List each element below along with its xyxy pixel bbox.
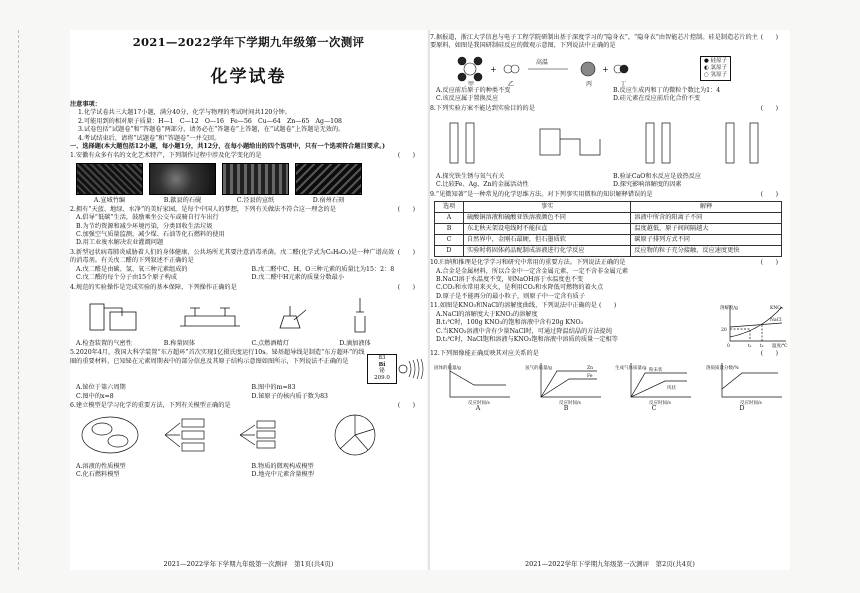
label-jia: 甲	[468, 80, 475, 87]
matter-structure-icon	[165, 423, 180, 447]
option-a: A	[475, 404, 481, 412]
option-d: D.宿州石刻	[312, 196, 345, 204]
note-item: 3.试卷包括“试题卷”和“答题卷”两部分，请务必在“答题卷”上答题，在“试题卷”上答题是无效的。	[78, 126, 345, 134]
legend-chlorine: 氯原子	[710, 65, 728, 72]
option-c: C	[651, 404, 657, 412]
option-c: C.化石燃料模型	[76, 470, 120, 478]
legend-silicon: 硅原子	[710, 58, 728, 65]
question-stem: 6.建立模型是学习化学的重要方法，下列有关模型正确的是	[70, 402, 231, 410]
label-ding: 丁	[620, 80, 627, 87]
notes-list	[70, 109, 427, 143]
atomic-mass: 209.0	[374, 374, 390, 381]
atom-structure-icon	[397, 358, 427, 380]
option-a: A.铋位于第六周期	[76, 384, 126, 392]
atom-legend: ● 硅原子 ◐ 氯原子 ○ 氢原子	[700, 56, 731, 81]
option-d: D.滴加液体	[339, 339, 371, 347]
col-option: 选项	[435, 202, 464, 213]
question-9	[430, 191, 790, 199]
q11-options	[430, 311, 720, 345]
question-stem: 5.2020年4月，我国大科学装置“东方超环”首次实现1亿摄氏度运行10s。铋基超导线是制造“东方超环”的线圈的重要材料，已知铋在元素周期表中的部分信息及其原子结构示意图如图所示，下列说法不正确的是	[70, 349, 365, 365]
option-a: A.合金是金属材料，所以合金中一定含金属元素，一定不含非金属元素	[436, 267, 629, 275]
nacl-curve	[730, 323, 782, 327]
answer-paren: ( )	[397, 402, 415, 410]
x-axis-label: 温度/℃	[772, 344, 788, 350]
dropper-icon	[355, 298, 365, 332]
option-d: D.硅元素在反应前后化合价不变	[613, 95, 701, 103]
q6-options	[70, 463, 427, 480]
label-yi: 乙	[508, 80, 515, 87]
table-row	[435, 246, 782, 257]
series-powder: 粉末状	[649, 367, 663, 373]
x-axis-label: 反应时间/s	[558, 400, 581, 405]
x-axis-label: 反应时间/s	[468, 400, 490, 405]
answer-paren: ( )	[760, 259, 778, 267]
table-row	[435, 224, 782, 235]
solubility-tube-icon	[726, 123, 734, 163]
question-12	[430, 350, 790, 358]
x-axis-label: 反应时间/s	[649, 400, 672, 405]
option-d: D	[739, 404, 745, 412]
question-10	[430, 259, 790, 267]
bamboo-weaving-photo	[76, 163, 143, 195]
x-tick-t1: t₁	[748, 344, 752, 350]
question-stem: 3.新型冠状病毒肺炎威胁着人们的身体健康，公共场所尤其要注意消毒杀菌。戊二醛(化学式为C₅H₈O₂)是一种广谱高效的消毒剂。有关戊二醛的下列叙述不正确的是	[70, 248, 395, 265]
question-6	[70, 402, 427, 410]
table-row	[435, 235, 782, 246]
col-explanation: 解释	[631, 202, 782, 213]
y-axis-label: 溶质质量分数/%	[705, 365, 739, 371]
table-row	[435, 213, 782, 224]
question-stem: 10.归纳和推理是化学学习和研究中常用的重要方法。下列说法正确的是	[430, 259, 626, 267]
graph-b	[525, 359, 605, 405]
notes-heading: 注意事项：	[70, 101, 101, 108]
q8-options	[430, 173, 790, 190]
option-d: D.t₂℃时，NaCl饱和溶液与KNO₃饱和溶液中溶质的质量一定相等	[436, 335, 618, 343]
note-item: 2.可能用到的相对原子质量：H—1 C—12 O—16 Fe—56 Cu—64 Zn—65 Ag—108	[78, 117, 342, 125]
binding-line	[18, 30, 21, 570]
q4-apparatus-diagram	[70, 294, 420, 334]
q1-captions	[70, 197, 427, 205]
q10-options	[430, 268, 790, 302]
question-1	[70, 152, 427, 160]
option-d: D.探究影响溶解度的因素	[613, 181, 682, 189]
xuan-paper-photo	[222, 163, 289, 195]
answer-paren: ( )	[397, 283, 415, 291]
fact-cell: 东北秋天架设电线时不能拉直	[464, 224, 631, 235]
x-axis-label: 反应时间/s	[739, 400, 762, 405]
question-11	[430, 301, 790, 349]
question-2	[70, 206, 427, 214]
option-c: C.泾县的宣纸	[236, 196, 275, 204]
fact-cell: 实验时将固体药品配制成溶液进行化学反应	[464, 246, 631, 257]
question-stem: 2.拥有“天蓝、地绿、水净”的美好家园，是每个中国人的梦想，下列有关做法不符合这一理念的是	[70, 205, 336, 213]
question-stem: 9.“见微知著”是一种常见的化学思维方法。对下列事实用微粒的知识解释错误的是	[430, 190, 653, 198]
answer-paren: ( )	[397, 205, 415, 213]
y-tick: 20	[721, 328, 727, 334]
question-stem: 12.下列图像能正确反映其对应关系的是	[430, 350, 539, 358]
atomic-number: 83	[378, 355, 386, 362]
solution-model-icon	[82, 417, 138, 453]
option-b: B.歙县的石砚	[163, 196, 202, 204]
row-label: A	[435, 213, 464, 224]
exam-title: 2021—2022学年下学期九年级第一次测评	[132, 35, 365, 49]
option-d: D.戊二醛中H元素的质量分数最小	[251, 274, 345, 282]
cao-flask-icon	[540, 129, 560, 155]
answer-paren: ( )	[397, 152, 415, 160]
question-stem: 7.据报道，浙江大学信息与电子工程学院研制出基于深度学习的“隐身衣”，“隐身衣”由智能芯片控制。硅是制造芯片的主要原料，如图是我国研制硅反应的微观示意图，下列说法中正确的是	[430, 34, 758, 50]
option-a: A.检查装置的气密性	[76, 339, 132, 347]
series-fe: Fe	[586, 373, 593, 379]
beaker-icon	[110, 312, 136, 330]
graph-d	[706, 359, 786, 405]
question-4	[70, 284, 427, 292]
q7-options	[430, 87, 790, 104]
option-a: A.戊二醛是由碳、氢、氧三种元素组成的	[76, 265, 188, 273]
x-tick-0: 0	[727, 344, 730, 350]
section-1-heading: 一、选择题(本大题包括12小题，每小题1分，共12分，在每小题给出的四个选项中，只有一个选项符合题目要求。)	[70, 143, 386, 151]
stone-carving-photo	[295, 163, 362, 195]
explanation-cell: 温度越低，原子间间隔越大	[631, 224, 782, 235]
graph-c	[615, 359, 695, 405]
balance-icon	[180, 308, 240, 326]
q1-images	[70, 163, 427, 195]
option-b: B.验证CaO和水反应是放热反应	[613, 173, 702, 181]
page-2	[430, 30, 790, 570]
question-5	[70, 348, 427, 384]
inkstone-photo	[149, 163, 216, 195]
question-8	[430, 105, 790, 113]
q8-experiment-diagram	[430, 115, 785, 167]
legend-hydrogen: 氢原子	[710, 72, 728, 79]
answer-paren: ( )	[760, 350, 778, 358]
option-c: C.该反应属于置换反应	[436, 95, 499, 103]
series-kno3: KNO₃	[770, 306, 783, 312]
option-a: A.反应前后原子的种类不变	[436, 86, 511, 94]
option-b: B	[563, 404, 569, 412]
page-1	[70, 30, 427, 570]
question-stem: 11.如图是KNO₃和NaCl的溶解度曲线，下列说法中正确的是	[430, 302, 597, 310]
option-d: D.用工业废水解决农业灌溉问题	[76, 239, 164, 247]
col-fact: 事实	[464, 202, 631, 213]
answer-paren: ( )	[760, 104, 778, 112]
question-3	[70, 249, 427, 266]
option-b: B.为节约资源和减少环境污染，分类回收生活垃圾	[76, 222, 213, 230]
option-c: C.比较Fe、Ag、Zn的金属活动性	[436, 181, 529, 189]
x-tick-t2: t₂	[760, 344, 764, 350]
metal-tube-icon	[646, 123, 654, 163]
y-axis-label: 溶解度/g	[720, 306, 738, 312]
option-b: B.NaCl溶于水温度不变，则NaOH溶于水温度也不变	[436, 276, 584, 284]
y-axis-label: 氢气的质量/g	[524, 365, 552, 371]
q7-reaction	[430, 51, 790, 87]
option-b: B.t₁℃时，100g KNO₃的饱和溶液中含有20g KNO₃	[436, 319, 583, 327]
element-symbol: Bi	[378, 361, 386, 368]
question-stem: 4.规范的实验操作是完成实验的基本保障，下列操作正确的是	[70, 283, 237, 291]
note-item: 4.考试结束后，请将“试题卷”和“答题卷”一并交回。	[78, 134, 221, 142]
option-b: B.物质的微观构成模型	[251, 462, 314, 470]
option-c: C.戊二醛的每个分子由15个原子构成	[76, 274, 177, 282]
page-footer: 2021—2022学年下学期九年级第一次测评 第2页(共4页)	[525, 560, 695, 568]
element-card	[367, 348, 427, 384]
option-b: B.图中的m=83	[251, 384, 296, 392]
svg-text:+: +	[602, 64, 609, 74]
q12-options	[430, 405, 790, 413]
q3-options	[70, 266, 427, 283]
series-block: 块状	[667, 385, 677, 391]
option-c: C.CO₂和水常用来灭火，是利用CO₂和水降低可燃物的着火点	[436, 284, 604, 292]
series-nacl: NaCl	[770, 318, 782, 324]
question-7	[430, 34, 790, 51]
option-c: C.图中的x=8	[76, 392, 114, 400]
series-zn: Zn	[586, 365, 593, 371]
exam-subtitle: 化学试卷	[210, 67, 287, 87]
option-a: A.NaCl的溶解度大于KNO₃的溶解度	[436, 310, 538, 318]
fossil-fuel-icon	[240, 425, 255, 445]
explanation-cell: 碳原子排列方式不同	[631, 235, 782, 246]
option-b: B.戊二醛中C、H、O三种元素的质量比为15：2：8	[251, 265, 395, 273]
row-label: D	[435, 246, 464, 257]
fact-cell: 硫酸铜溶液和硫酸亚铁溶液颜色不同	[464, 213, 631, 224]
option-b: B.反应生成丙和丁的微粒个数比为1：4	[613, 86, 721, 94]
row-label: B	[435, 224, 464, 235]
option-d: D.铋原子的核内质子数为83	[251, 392, 328, 400]
solubility-curve-graph	[720, 301, 790, 349]
explanation-cell: 反应物的粒子充分接触，反应速度更快	[631, 246, 782, 257]
q4-options	[70, 340, 427, 348]
option-a: A.倡导“低碳”生活，鼓励乘坐公交车或骑自行车出行	[76, 214, 219, 222]
y-axis-label: 固体的质量/g	[434, 365, 461, 371]
answer-paren: ( )	[760, 190, 778, 198]
page-footer: 2021—2022学年下学期九年级第一次测评 第1页(共4页)	[163, 560, 334, 568]
option-c: C.加强空气质量监测，减少煤、石油等化石燃料的使用	[76, 231, 225, 239]
fact-cell: 自然界中，金刚石最硬，但石墨质软	[464, 235, 631, 246]
answer-paren: ( )	[598, 302, 617, 310]
q6-model-diagrams	[70, 413, 420, 457]
option-a: A.探究铁生锈与氧气有关	[436, 173, 505, 181]
graph-a	[434, 359, 514, 405]
option-d: D.原子是不能再分的最小粒子，则原子中一定含有质子	[436, 292, 586, 300]
facts-table	[434, 201, 782, 257]
reaction-condition: 高温	[536, 58, 549, 66]
q2-options	[70, 214, 427, 248]
option-c: C.当KNO₃溶液中含有少量NaCl时，可通过降温结晶的方法提纯	[436, 327, 613, 335]
element-name: 铋	[379, 368, 385, 375]
table-header-row	[435, 202, 782, 213]
q5-options	[70, 384, 427, 401]
answer-paren: ( )	[760, 34, 778, 41]
explanation-cell: 溶液中所含的阳离子不同	[631, 213, 782, 224]
test-tube-icon	[90, 304, 104, 330]
answer-paren: ( )	[397, 248, 415, 256]
question-stem: 1.安徽有众多有名的文化艺术特产，下列制作过程中涉及化学变化的是	[70, 152, 262, 160]
option-a: A.溶液的性质模型	[76, 462, 126, 470]
q12-graphs	[430, 359, 790, 405]
option-c: C.点燃酒精灯	[251, 339, 289, 347]
question-stem: 8.下列实验方案不能达到实验目的的是	[430, 104, 535, 112]
option-b: B.称量固体	[163, 339, 196, 347]
option-a: A.宣城竹编	[93, 196, 126, 204]
svg-text:+: +	[490, 64, 497, 74]
label-bing: 丙	[586, 80, 593, 87]
note-item: 1.化学试卷共三大题17小题，满分40分，化学与物理的考试时间共120分钟。	[78, 109, 291, 117]
y-axis-label: 生成气体质量/g	[615, 365, 647, 371]
rusting-tube-icon	[450, 123, 458, 163]
row-label: C	[435, 235, 464, 246]
option-d: D.地壳中元素含量模型	[251, 470, 314, 478]
micro-reaction-diagram	[450, 51, 700, 87]
